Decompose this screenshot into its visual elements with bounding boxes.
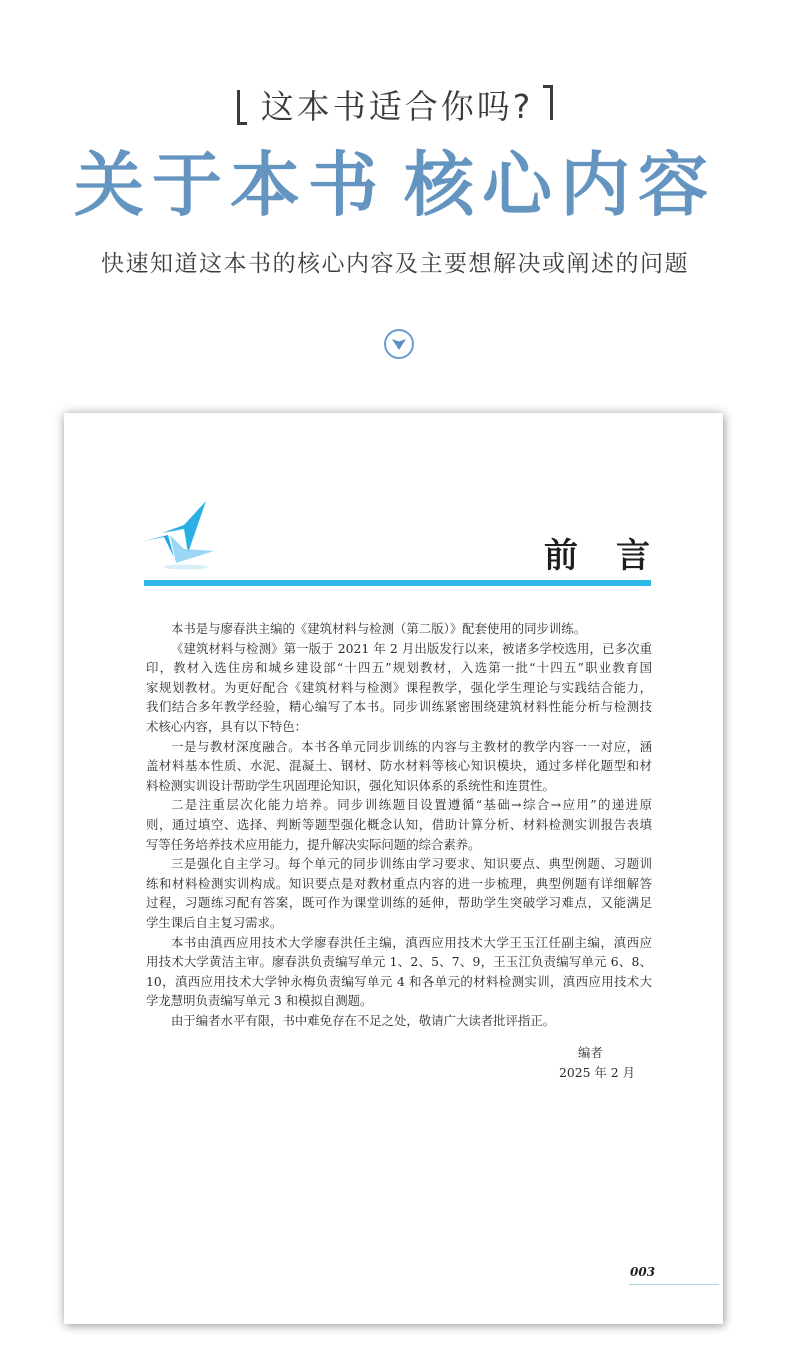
subtitle: 快速知道这本书的核心内容及主要想解决或阐述的问题 <box>101 251 689 277</box>
preface-line: 料检测实训设计帮助学生巩固理论知识，强化知识体系的系统性和连贯性。 <box>146 777 555 793</box>
preface-line: 10，滇西应用技术大学钟永梅负责编写单元 4 和各单元的材料检测实训，滇西应用技术大 <box>146 973 652 989</box>
preface-body <box>146 619 652 1030</box>
chevron-down-icon <box>391 336 407 352</box>
preface-line: 三是强化自主学习。每个单元的同步训练由学习要求、知识要点、典型例题、习题训 <box>171 856 652 872</box>
star-swoosh-logo-icon <box>144 499 216 571</box>
preface-line: 家规划教材。为更好配合《建筑材料与检测》课程教学，强化学生理论与实践结合能力， <box>146 679 652 695</box>
signature-author: 编者 <box>578 1045 603 1060</box>
title-rule <box>144 580 651 586</box>
page-number-rule <box>629 1284 719 1285</box>
preface-line: 学生课后自主复习需求。 <box>146 914 283 930</box>
preface-line: 写等任务培养技术应用能力，提升解决实际问题的综合素养。 <box>146 836 481 852</box>
preface-line: 由于编者水平有限，书中难免存在不足之处，敬请广大读者批评指正。 <box>171 1012 556 1028</box>
preface-line: 盖材料基本性质、水泥、混凝土、钢材、防水材料等核心知识模块，通过多样化题型和材 <box>146 758 652 774</box>
preface-line: 术核心内容，具有以下特色： <box>146 718 308 734</box>
main-title-part2: 核心内容 <box>404 143 716 226</box>
main-title-part1: 关于本书 <box>74 143 386 226</box>
preface-line: 印，教材入选住房和城乡建设部“十四五”规划教材，入选第一批“十四五”职业教育国 <box>146 660 652 676</box>
signature <box>534 1043 654 1083</box>
preface-line: 本书是与廖春洪主编的《建筑材料与检测（第二版）》配套使用的同步训练。 <box>171 621 587 636</box>
signature-date: 2025 年 2 月 <box>559 1065 636 1080</box>
preface-line: 《建筑材料与检测》第一版于 2021 年 2 月出版发行以来，被诸多学校选用，已多次重 <box>171 640 652 656</box>
book-page-card <box>64 413 723 1324</box>
preface-line: 练和材料检测实训构成。知识要点是对教材重点内容的进一步梳理，典型例题有详细解答 <box>146 875 652 891</box>
main-title <box>0 140 790 230</box>
page-number: 003 <box>630 1265 656 1279</box>
right-bracket-icon <box>543 85 553 120</box>
header-kicker <box>0 80 790 128</box>
left-bracket-icon <box>237 90 247 125</box>
preface-line: 过程，习题练习配有答案，既可作为课堂训练的延伸，帮助学生突破学习难点，又能满足 <box>146 895 652 911</box>
preface-line: 本书由滇西应用技术大学廖春洪任主编，滇西应用技术大学王玉江任副主编，滇西应 <box>171 934 652 950</box>
preface-line: 用技术大学黄洁主审。廖春洪负责编写单元 1、2、5、7、9，王玉江负责编写单元 6、8、 <box>146 954 652 970</box>
preface-line: 我们结合多年教学经验，精心编写了本书。同步训练紧密围绕建筑材料性能分析与检测技 <box>146 699 652 715</box>
scroll-down-button[interactable] <box>384 329 414 359</box>
preface-line: 一是与教材深度融合。本书各单元同步训练的内容与主教材的教学内容一一对应，涵 <box>171 738 652 754</box>
preface-line: 则，通过填空、选择、判断等题型强化概念认知，借助计算分析、材料检测实训报告表填 <box>146 816 652 832</box>
preface-line: 二是注重层次化能力培养。同步训练题目设置遵循“基础→综合→应用”的递进原 <box>171 797 652 813</box>
preface-line: 学龙慧明负责编写单元 3 和模拟自测题。 <box>146 993 373 1009</box>
preface-title: 前言 <box>544 536 688 576</box>
kicker-text: 这本书适合你吗? <box>260 86 534 126</box>
